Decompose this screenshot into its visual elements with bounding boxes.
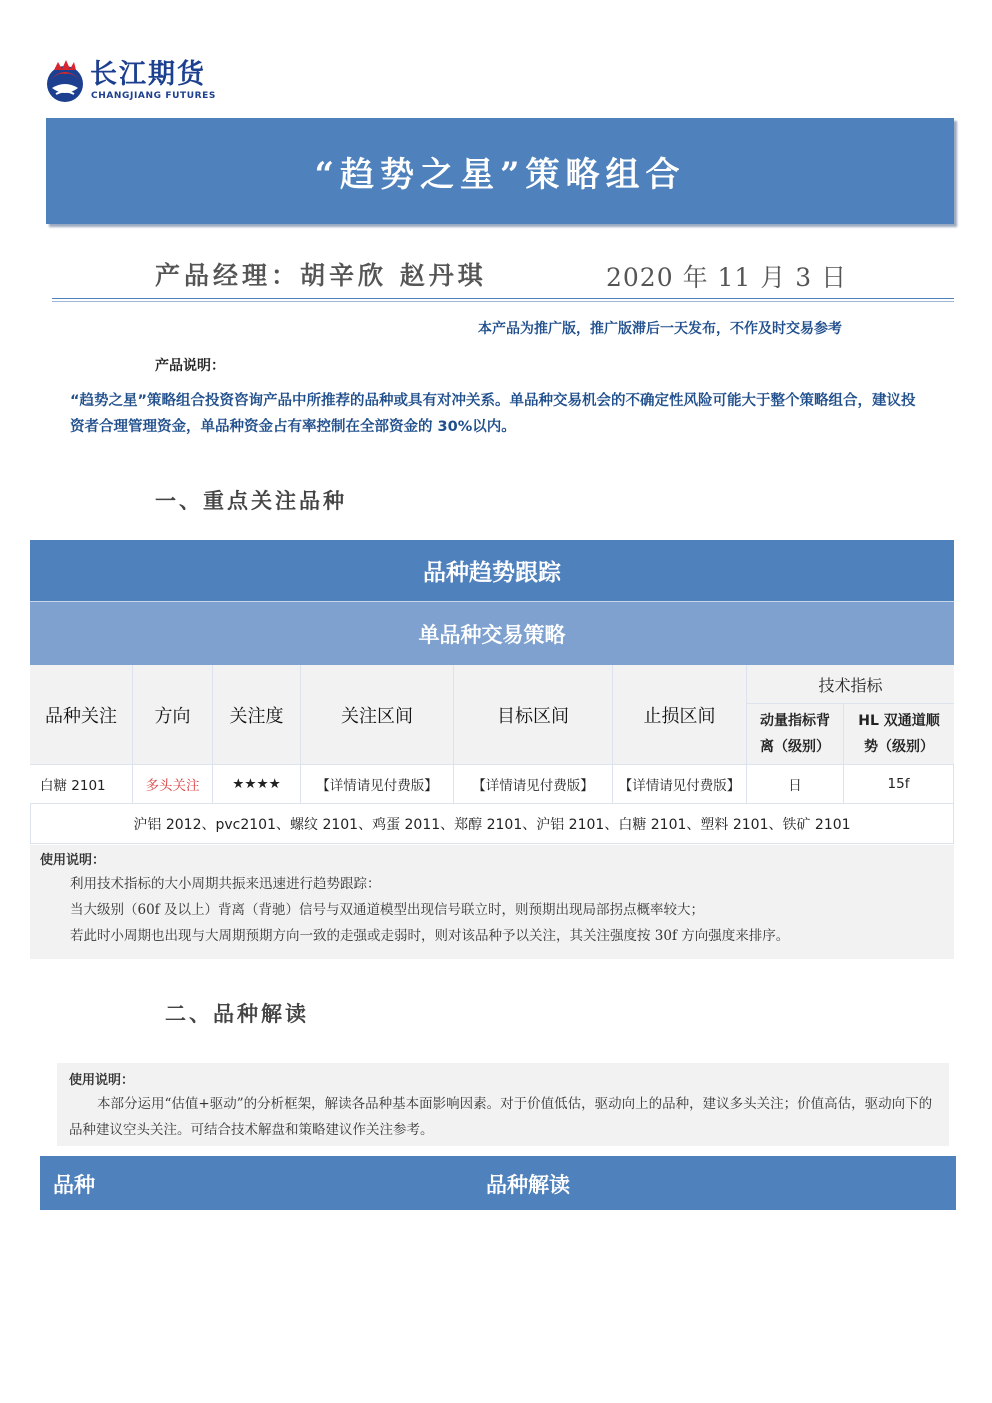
table-title: 品种趋势跟踪: [30, 540, 954, 602]
dragon-logo-icon: [44, 58, 86, 104]
product-managers: 产品经理：胡辛欣 赵丹琪: [155, 261, 487, 290]
usage-note-title: 使用说明：: [69, 1073, 135, 1088]
usage-note-fundamental: [57, 1063, 949, 1146]
logo-chinese-name: 长江期货: [90, 59, 206, 90]
divider-line: [52, 298, 954, 299]
column-header-variety: 品种关注: [30, 665, 133, 765]
cell-variety: 白糖 2101: [30, 765, 133, 804]
table-subtitle: 单品种交易策略: [30, 602, 954, 665]
table-header-row: [30, 665, 954, 765]
watchlist-row: 沪铝 2012、pvc2101、螺纹 2101、鸡蛋 2011、郑醇 2101、沪铝 2101、白糖 2101、塑料 2101、铁矿 2101: [30, 804, 954, 844]
section-heading-focus: 一、重点关注品种: [155, 488, 347, 513]
table-row: [30, 765, 954, 804]
usage-note-title: 使用说明：: [40, 853, 106, 868]
interpretation-table-header: [40, 1156, 956, 1210]
usage-note-text: 本部分运用“估值+驱动”的分析框架，解读各品种基本面影响因素。对于价值低估，驱动向上的品种，建议多头关注；价值高估，驱动向下的品种建议空头关注。可结合技术解盘和策略建议作关注参考。: [69, 1096, 933, 1138]
page-title: “趋势之星”策略组合: [314, 154, 686, 195]
usage-note-technical: [30, 845, 954, 959]
cell-direction: 多头关注: [133, 765, 213, 804]
usage-note-line: 当大级别（60f 及以上）背离（背驰）信号与双通道模型出现信号联立时，则预期出现局部拐点概率较大；: [70, 902, 704, 918]
cell-rating-stars: ★★★★: [213, 765, 301, 804]
column-header-focus-range: 关注区间: [301, 665, 454, 765]
usage-note-line: 利用技术指标的大小周期共振来迅速进行趋势跟踪：: [70, 876, 381, 892]
description-text: “趋势之星”策略组合投资咨询产品中所推荐的品种或具有对冲关系。单品种交易机会的不确定性风险可能大于整个策略组合，建议投资者合理管理资金，单品种资金占有率控制在全部资金的 30%以内。: [70, 393, 916, 435]
logo-english-name: CHANGJIANG FUTURES: [91, 91, 217, 101]
cell-momentum: 日: [747, 765, 844, 804]
cell-stop-range: 【详情请见付费版】: [613, 765, 747, 804]
column-header-target-range: 目标区间: [454, 665, 613, 765]
usage-note-line: 若此时小周期也出现与大周期预期方向一致的走强或走弱时，则对该品种予以关注，其关注强度按 30f 方向强度来排序。: [70, 928, 790, 944]
column-header-momentum: 动量指标背离（级别）: [747, 704, 844, 765]
section-heading-interpretation: 二、品种解读: [165, 1001, 309, 1026]
publish-date: 2020 年 11 月 3 日: [606, 263, 848, 292]
column-header-stop-range: 止损区间: [613, 665, 747, 765]
cell-target-range: 【详情请见付费版】: [454, 765, 613, 804]
strategy-table: [30, 540, 954, 844]
column-header-rating: 关注度: [213, 665, 301, 765]
cell-hl-channel: 15f: [844, 765, 954, 804]
cell-focus-range: 【详情请见付费版】: [301, 765, 454, 804]
title-banner: [46, 118, 954, 224]
column-header-direction: 方向: [133, 665, 213, 765]
tech-indicator-title: 技术指标: [747, 665, 954, 704]
divider-line-secondary: [52, 301, 954, 302]
column-header-interpretation: 品种解读: [486, 1173, 570, 1197]
company-logo: [44, 58, 244, 106]
tech-indicator-header: [747, 665, 954, 765]
description-heading: 产品说明：: [155, 358, 225, 374]
column-header-variety-2: 品种: [53, 1173, 95, 1197]
promo-notice: 本产品为推广版，推广版滞后一天发布，不作及时交易参考: [478, 321, 842, 337]
column-header-hl-channel: HL 双通道顺势（级别）: [844, 704, 954, 765]
